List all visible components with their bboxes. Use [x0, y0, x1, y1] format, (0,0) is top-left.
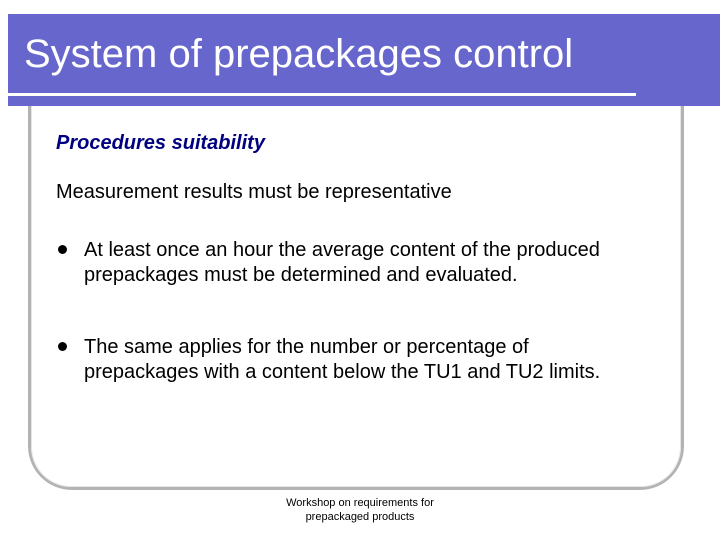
bullet-dot-icon: [58, 245, 67, 254]
title-underline: [8, 93, 636, 96]
bullet-item: [56, 335, 646, 385]
footer: [260, 496, 460, 524]
slide-subtitle: Procedures suitability: [56, 132, 265, 154]
bullet-text: At least once an hour the average content of the produced prepackages must be determined and evaluated.: [84, 239, 600, 286]
slide-title: System of prepackages control: [24, 32, 574, 76]
bullet-dot-icon: [58, 342, 67, 351]
footer-line: prepackaged products: [305, 511, 415, 523]
bullet-item: [56, 238, 646, 288]
footer-line: Workshop on requirements for: [286, 497, 434, 509]
bullet-list: [56, 238, 646, 432]
bullet-text: The same applies for the number or percentage of prepackages with a content below the TU1 and TU2 limits.: [84, 336, 601, 383]
intro-text: Measurement results must be representative: [56, 181, 452, 203]
